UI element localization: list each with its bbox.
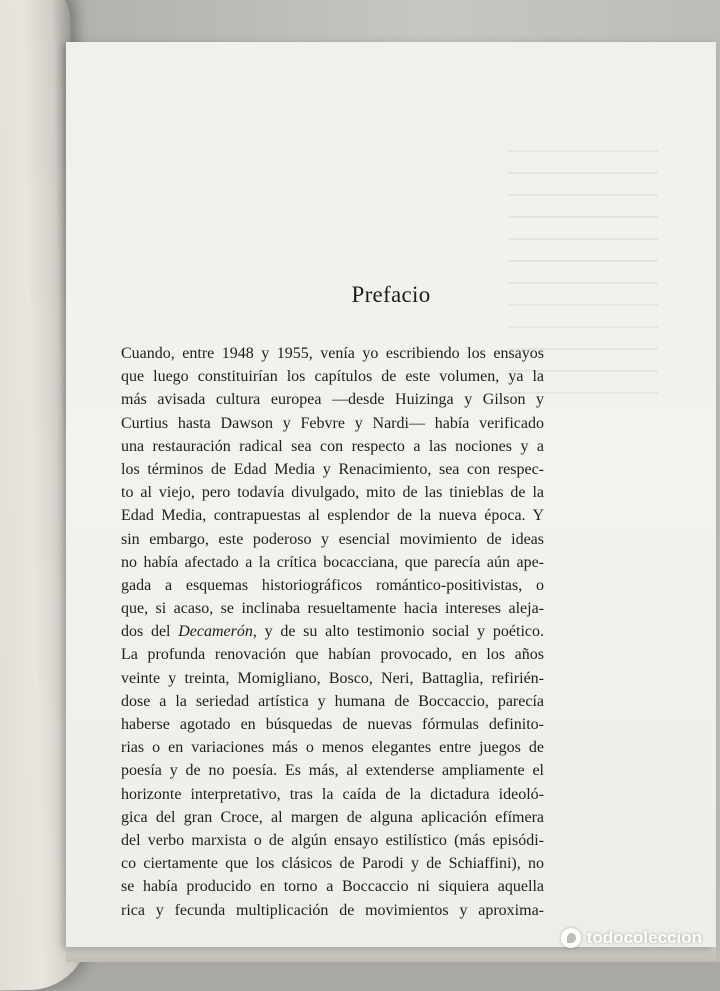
text-line: to al viejo, pero todavía divulgado, mito de las tinieblas de la [121, 484, 544, 502]
text-line: veinte y treinta, Momigliano, Bosco, Neri, Battaglia, refirién- [121, 669, 544, 687]
text-line: del verbo marxista o de algún ensayo estilístico (más episódi- [121, 831, 544, 849]
text-line: dose a la seriedad artística y humana de Boccaccio, parecía [121, 692, 544, 710]
text-line: sin embargo, este poderoso y esencial movimiento de ideas [121, 530, 544, 548]
text-line: Edad Media, contrapuestas al esplendor de la nueva época. Y [121, 507, 544, 525]
text-line: horizonte interpretativo, tras la caída de la dictadura ideoló- [121, 785, 544, 803]
text-line: gica del gran Croce, al margen de alguna aplicación efímera [121, 808, 544, 826]
body-paragraph [121, 342, 544, 922]
text-line: no había afectado a la crítica bocacciana, que parecía aún ape- [121, 553, 544, 571]
text-line: rias o en variaciones más o menos elegantes entre juegos de [121, 739, 544, 757]
watermark-text: todocoleccion [586, 928, 702, 947]
text-line: más avisada cultura europea —desde Huizinga y Gilson y [121, 391, 544, 409]
text-line: La profunda renovación que habían provocado, en los años [121, 646, 544, 664]
text-line: haberse agotado en búsquedas de nuevas fórmulas definito- [121, 716, 544, 733]
text-line: gada a esquemas historiográficos romántico-positivistas, o [121, 576, 544, 594]
text-line: co ciertamente que los clásicos de Parodi y de Schiaffini), no [121, 855, 544, 873]
text-line: los términos de Edad Media y Renacimiento, sea con respec- [121, 460, 544, 478]
text-line: poesía y de no poesía. Es más, al extenderse ampliamente el [121, 762, 544, 780]
text-line: Cuando, entre 1948 y 1955, venía yo escribiendo los ensayos [121, 345, 544, 362]
text-line: dos del Decamerón, y de su alto testimonio social y poético. [121, 623, 544, 641]
watermark-logo-icon [561, 928, 581, 948]
text-line: Curtius hasta Dawson y Febvre y Nardi— había verificado [121, 414, 544, 432]
watermark [561, 928, 702, 948]
text-line: que luego constituirían los capítulos de este volumen, ya la [121, 368, 544, 386]
text-line: rica y fecunda multiplicación de movimientos y aproxima- [121, 901, 544, 919]
book-title-italic: Decamerón [178, 623, 253, 641]
text-line: se había producido en torno a Boccaccio ni siquiera aquella [121, 878, 544, 896]
text-line: que, si acaso, se inclinaba resueltamente hacia intereses aleja- [121, 600, 544, 618]
chapter-title: Prefacio [351, 282, 431, 307]
text-line: una restauración radical sea con respecto a las nociones y a [121, 437, 544, 455]
